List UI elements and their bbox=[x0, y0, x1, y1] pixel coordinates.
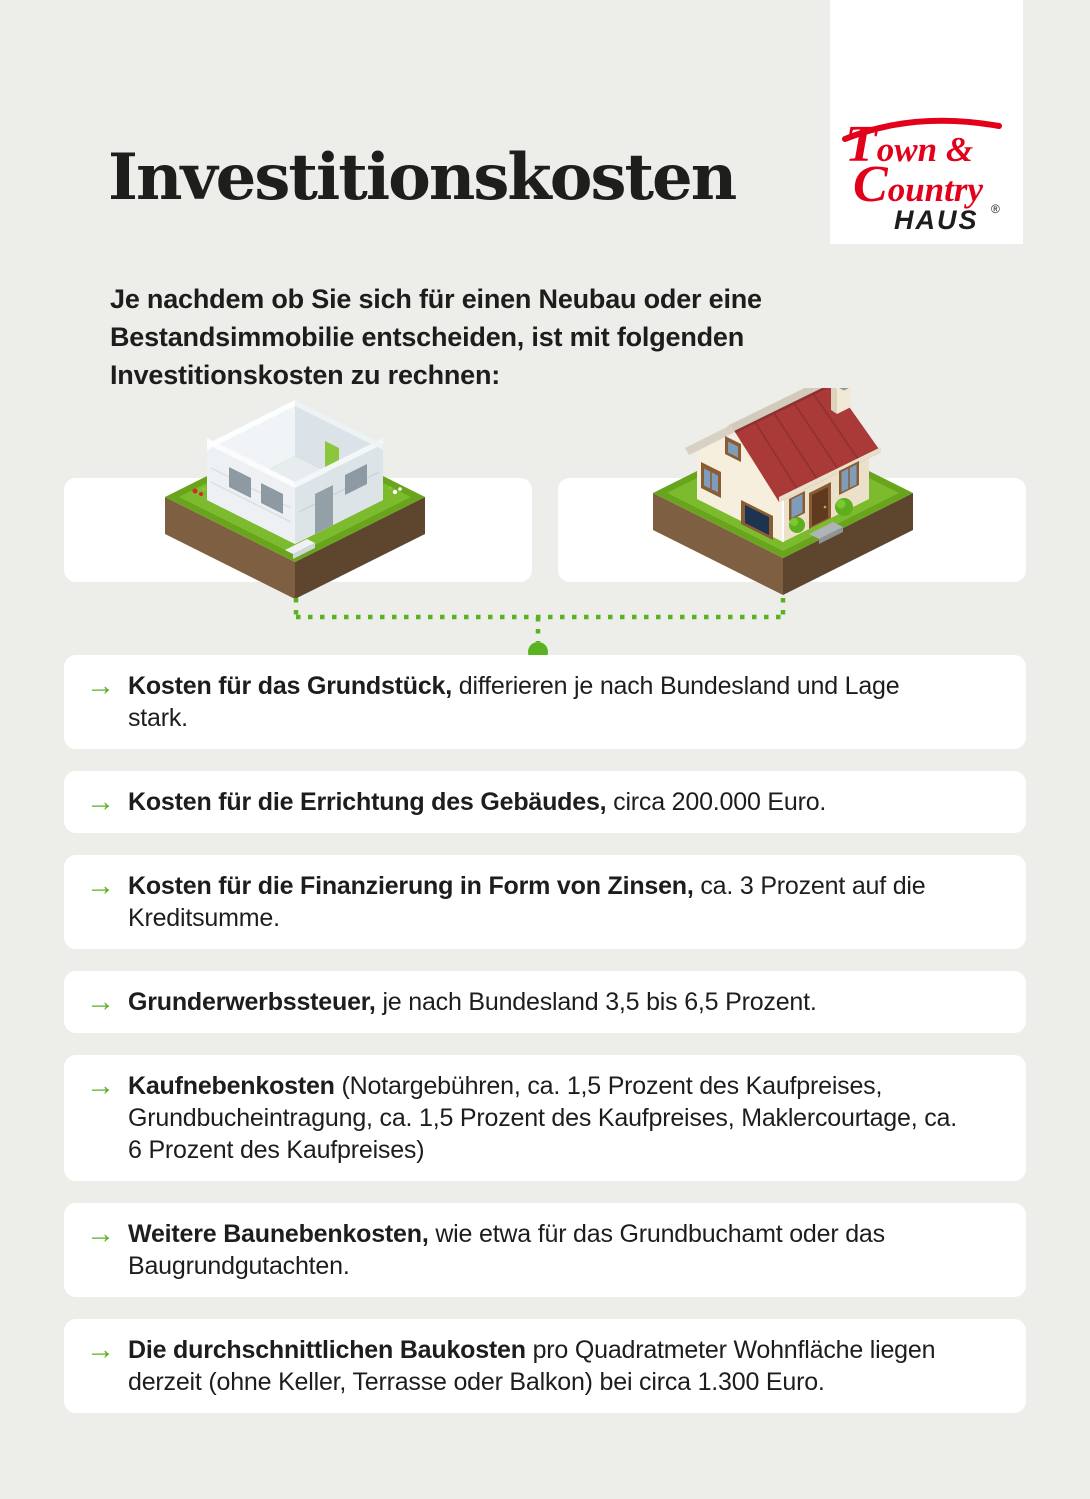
cost-item-text bbox=[128, 1070, 966, 1166]
cost-item-detail: je nach Bundesland 3,5 bis 6,5 Prozent. bbox=[382, 988, 817, 1016]
cost-item-text bbox=[128, 670, 966, 734]
svg-text:HAUS: HAUS bbox=[894, 205, 979, 235]
house-under-construction-icon bbox=[157, 392, 433, 604]
brand-logo-card bbox=[830, 0, 1023, 244]
cost-list bbox=[64, 655, 1026, 1413]
arrow-right-icon: → bbox=[86, 670, 115, 702]
cost-item-title: Kosten für das Grundstück, bbox=[128, 672, 453, 700]
cost-item-title: Kosten für die Finanzierung in Form von Zinsen, bbox=[128, 872, 694, 900]
cost-item-title: Grunderwerbssteuer, bbox=[128, 988, 376, 1016]
cost-item-detail: (Notargebühren, ca. 1,5 Prozent des Kaufpreises, Grundbucheintragung, ca. 1,5 Prozent des Kaufpreises, Maklercourtage, ca. 6 Prozent des Kaufpreises) bbox=[128, 1072, 957, 1164]
intro-line-3: Investitionskosten zu rechnen: bbox=[110, 360, 501, 390]
intro-text bbox=[110, 280, 870, 394]
page-title: Investitionskosten bbox=[108, 140, 736, 215]
cost-item-detail: circa 200.000 Euro. bbox=[613, 788, 827, 816]
arrow-right-icon: → bbox=[86, 786, 115, 818]
cost-item-title: Weitere Baunebenkosten, bbox=[128, 1220, 429, 1248]
cost-item-detail: pro Quadratmeter Wohnfläche liegen derzeit (ohne Keller, Terrasse oder Balkon) bei circa 1.300 Euro. bbox=[128, 1336, 936, 1396]
svg-text:Town &: Town & bbox=[845, 116, 974, 173]
cost-item-title: Kaufnebenkosten bbox=[128, 1072, 335, 1100]
cost-item-detail: differieren je nach Bundesland und Lage stark. bbox=[128, 672, 900, 732]
intro-line-2: Bestandsimmobilie entscheiden, ist mit folgenden bbox=[110, 322, 745, 352]
cost-list-item bbox=[64, 855, 1026, 949]
svg-text:Country: Country bbox=[853, 156, 983, 213]
cost-list-item bbox=[64, 1055, 1026, 1181]
cost-item-text bbox=[128, 986, 817, 1018]
cost-item-text bbox=[128, 870, 966, 934]
cost-item-text bbox=[128, 1334, 966, 1398]
cost-item-title: Die durchschnittlichen Baukosten bbox=[128, 1336, 526, 1364]
cost-item-text bbox=[128, 786, 826, 818]
cost-item-title: Kosten für die Errichtung des Gebäudes, bbox=[128, 788, 607, 816]
cost-list-item bbox=[64, 971, 1026, 1033]
cost-list-item bbox=[64, 655, 1026, 749]
arrow-right-icon: → bbox=[86, 1218, 115, 1250]
arrow-right-icon: → bbox=[86, 1070, 115, 1102]
cost-item-detail: ca. 3 Prozent auf die Kreditsumme. bbox=[128, 872, 926, 932]
intro-line-1: Je nachdem ob Sie sich für einen Neubau oder eine bbox=[110, 284, 762, 314]
cost-item-detail: wie etwa für das Grundbuchamt oder das Baugrundgutachten. bbox=[128, 1220, 885, 1280]
cost-item-text bbox=[128, 1218, 966, 1282]
arrow-right-icon: → bbox=[86, 986, 115, 1018]
arrow-right-icon: → bbox=[86, 870, 115, 902]
cost-list-item bbox=[64, 1319, 1026, 1413]
cost-list-item bbox=[64, 771, 1026, 833]
finished-house-icon bbox=[645, 388, 921, 600]
arrow-right-icon: → bbox=[86, 1334, 115, 1366]
town-and-country-logo bbox=[839, 109, 1014, 244]
cost-list-item bbox=[64, 1203, 1026, 1297]
svg-text:®: ® bbox=[991, 202, 1000, 216]
